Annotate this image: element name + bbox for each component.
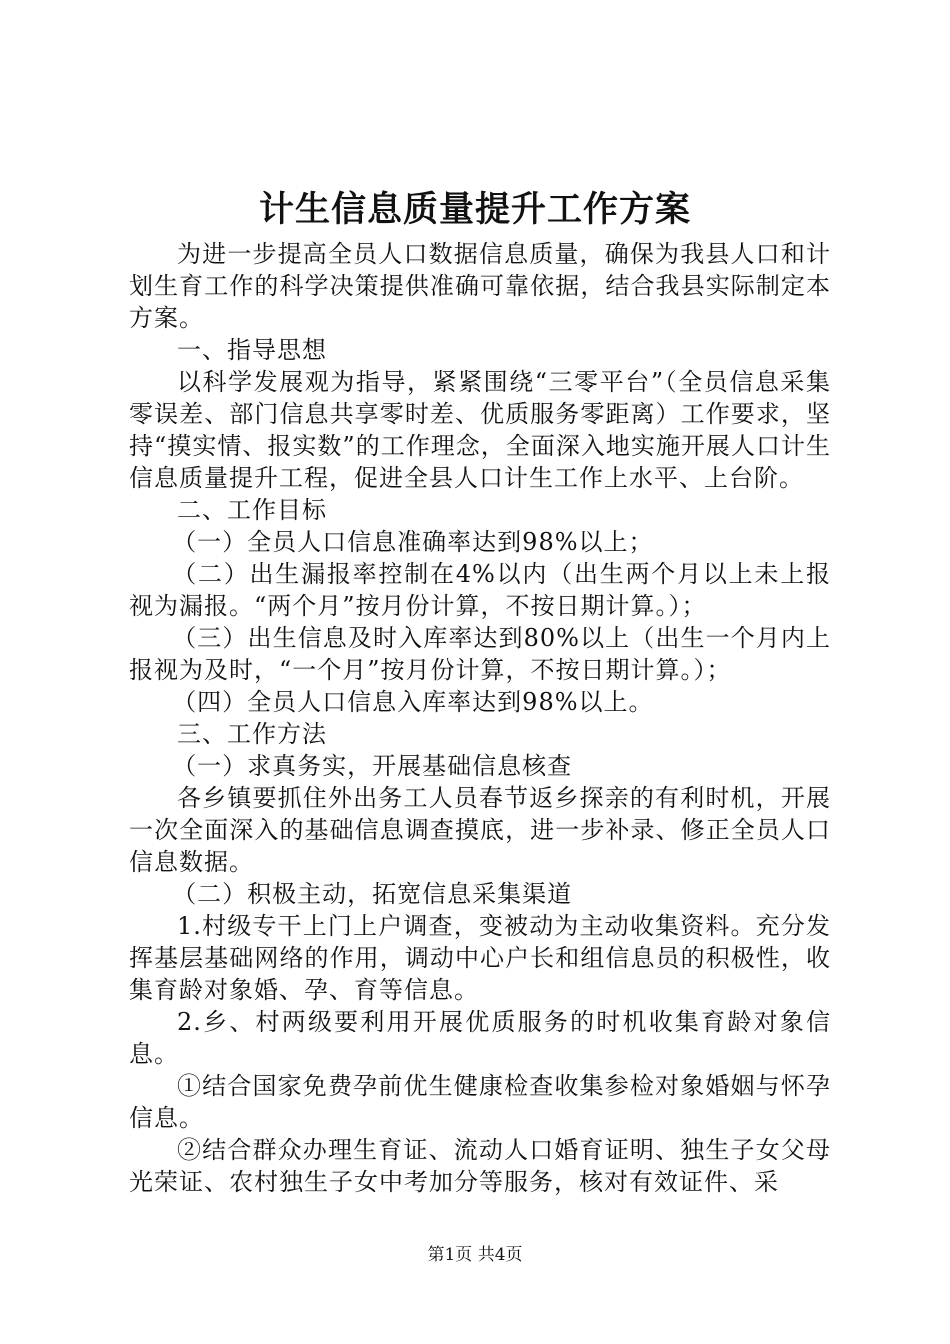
section-heading-work-methods: 三、工作方法 [177, 720, 327, 748]
method-subheading: （二）积极主动，拓宽信息采集渠道 [172, 880, 573, 908]
guiding-ideology-paragraph: 以科学发展观为指导，紧紧围绕“三零平台”（全员信息采集零误差、部门信息共享零时差、优质服务零距离）工作要求，坚持“摸实情、报实数”的工作理念，全面深入地实施开展人口计生信息质量提升工程，促进全县人口计生工作上水平、上台阶。 [129, 368, 831, 492]
section-heading-work-goals: 二、工作目标 [177, 496, 327, 524]
goal-item: （四）全员人口信息入库率达到98%以上。 [172, 688, 654, 716]
method-paragraph: 2.乡、村两级要利用开展优质服务的时机收集育龄对象信息。 [129, 1008, 831, 1068]
method-paragraph: 1.村级专干上门上户调查，变被动为主动收集资料。充分发挥基层基础网络的作用，调动中心户长和组信息员的积极性，收集育龄对象婚、孕、育等信息。 [129, 912, 831, 1004]
intro-paragraph: 为进一步提高全员人口数据信息质量，确保为我县人口和计划生育工作的科学决策提供准确可靠依据，结合我县实际制定本方案。 [129, 240, 831, 332]
method-subheading: （一）求真务实，开展基础信息核查 [172, 752, 573, 780]
method-paragraph: 各乡镇要抓住外出务工人员春节返乡探亲的有利时机，开展一次全面深入的基础信息调查摸底，进一步补录、修正全员人口信息数据。 [129, 784, 831, 876]
document-title: 计生信息质量提升工作方案 [258, 189, 691, 230]
page-footer: 第1页 共4页 [427, 1245, 523, 1265]
section-heading-guiding-ideology: 一、指导思想 [177, 336, 327, 364]
method-paragraph: ①结合国家免费孕前优生健康检查收集参检对象婚姻与怀孕信息。 [129, 1072, 831, 1132]
goal-item: （二）出生漏报率控制在4%以内（出生两个月以上未上报视为漏报。“两个月”按月份计算，不按日期计算。）； [129, 560, 831, 620]
goal-item: （一）全员人口信息准确率达到98%以上； [172, 528, 654, 556]
goal-item: （三）出生信息及时入库率达到80%以上（出生一个月内上报视为及时，“一个月”按月份计算，不按日期计算。）； [129, 624, 831, 684]
document-body [129, 238, 831, 1198]
method-paragraph: ②结合群众办理生育证、流动人口婚育证明、独生子女父母光荣证、农村独生子女中考加分等服务，核对有效证件、采 [129, 1136, 831, 1196]
